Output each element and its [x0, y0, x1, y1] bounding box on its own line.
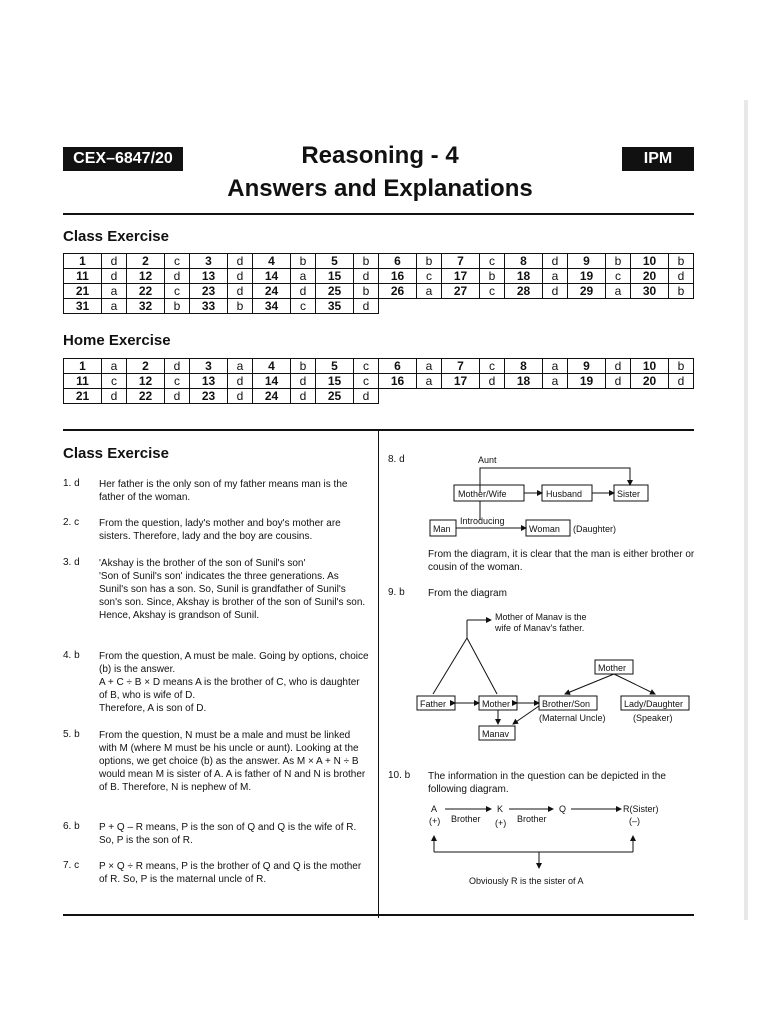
answer-option-cell: b	[669, 359, 694, 374]
question-number-cell: 34	[253, 299, 291, 314]
explanation-text: Hence, Akshay is grandson of Sunil.	[99, 610, 260, 621]
explanation-text: 'Son of Sunil's son' indicates the three generations. As Sunil's son has a son. So, Sunil is grandfather of Sunil's son's son. Since, Akshay is brother of the son of Sunil's son.	[99, 571, 366, 608]
explanation-2	[63, 517, 373, 543]
answer-option-cell: a	[417, 374, 442, 389]
question-number-cell: 5	[316, 359, 354, 374]
class-exercise-heading: Class Exercise	[63, 228, 169, 245]
explanation-text: Her father is the only son of my father means man is the father of the woman.	[99, 479, 348, 503]
explanation-text: From the question, N must be a male and must be linked with M (where M must be his uncle or aunt). Looking at the options, we get choice (b) as the answer. As M × A + N ÷ B would mean M is sister of A. A is father of N and N is brother of B. Therefore, N is nephew of M.	[99, 730, 366, 793]
explanation-1	[63, 478, 373, 504]
empty-cell	[417, 299, 442, 314]
answer-option-cell: a	[417, 284, 442, 299]
maternal-uncle-label: (Maternal Uncle)	[539, 713, 606, 723]
question-number-cell: 4	[253, 359, 291, 374]
answer-option-cell: a	[102, 299, 127, 314]
answer-option-cell: d	[543, 254, 568, 269]
daughter-label: (Daughter)	[573, 524, 617, 534]
question-number-cell: 24	[253, 284, 291, 299]
question-number-cell: 13	[190, 374, 228, 389]
explanation-text: P + Q – R means, P is the son of Q and Q is the wife of R. So, P is the son of R.	[99, 822, 357, 846]
question-number-cell: 9	[568, 254, 606, 269]
answer-row	[64, 374, 694, 389]
answer-option-cell: d	[480, 374, 505, 389]
k-label: K	[497, 804, 504, 814]
answer-option-cell: c	[417, 269, 442, 284]
home-exercise-answer-table	[63, 358, 694, 404]
answer-option-cell: d	[228, 269, 253, 284]
question-number-cell: 11	[64, 374, 102, 389]
question-number-cell: 29	[568, 284, 606, 299]
answer-option-cell: d	[165, 269, 190, 284]
answer-option-cell: a	[102, 359, 127, 374]
page-subtitle: Answers and Explanations	[227, 175, 533, 202]
answer-option-cell: b	[354, 254, 379, 269]
empty-cell	[480, 299, 505, 314]
mother-label: Mother	[482, 699, 511, 709]
brother-label-2: Brother	[517, 814, 547, 824]
question-number-cell: 27	[442, 284, 480, 299]
triangle-left-side	[433, 638, 467, 694]
question-number-cell: 8	[505, 254, 543, 269]
question-number-cell: 15	[316, 269, 354, 284]
question-number-cell: 12	[127, 374, 165, 389]
empty-cell	[543, 299, 568, 314]
question-number-cell: 14	[253, 269, 291, 284]
question-number-cell: 10	[631, 254, 669, 269]
explanation-text: A + C ÷ B × D means A is the brother of C, who is daughter of B, who is wife of D.	[99, 677, 360, 701]
explanation-text: 'Akshay is the brother of the son of Sunil's son'	[99, 558, 306, 569]
answer-option-cell: b	[165, 299, 190, 314]
answer-option-cell: d	[543, 284, 568, 299]
answer-row	[64, 389, 694, 404]
question-number-cell: 1	[64, 359, 102, 374]
question-number-cell: 10	[631, 359, 669, 374]
question-number-cell: 4	[253, 254, 291, 269]
answer-option-cell: c	[165, 284, 190, 299]
question-number-cell: 5	[316, 254, 354, 269]
question-number-cell: 3	[190, 254, 228, 269]
answer-option-cell: d	[228, 374, 253, 389]
lady-daughter-label: Lady/Daughter	[624, 699, 684, 709]
question-number-cell: 7	[442, 359, 480, 374]
question-number-cell: 30	[631, 284, 669, 299]
empty-cell	[631, 299, 669, 314]
answer-option-cell: c	[165, 254, 190, 269]
answer-option-cell: b	[480, 269, 505, 284]
q10-intro: The information in the question can be depicted in the following diagram.	[428, 771, 666, 795]
answer-option-cell: d	[102, 269, 127, 284]
question-number-cell: 18	[505, 374, 543, 389]
question-number-cell: 31	[64, 299, 102, 314]
ipm-badge: IPM	[622, 147, 694, 171]
explanation-text: From the question, lady's mother and boy's mother are sisters. Therefore, lady and the boy are cousins.	[99, 518, 341, 542]
woman-label: Woman	[529, 524, 560, 534]
empty-cell	[442, 299, 480, 314]
question-number-cell: 9	[568, 359, 606, 374]
question-number-cell: 32	[127, 299, 165, 314]
question-number-cell: 13	[190, 269, 228, 284]
question-number-cell: 15	[316, 374, 354, 389]
answer-option-cell: d	[102, 254, 127, 269]
triangle-right-side	[467, 638, 497, 694]
question-number-9: 9. b	[388, 587, 405, 598]
a-sign: (+)	[429, 816, 441, 826]
question-number-cell: 3	[190, 359, 228, 374]
question-number-cell: 25	[316, 284, 354, 299]
header-rule	[63, 213, 694, 215]
answer-option-cell: b	[354, 284, 379, 299]
note-line-2: wife of Manav's father.	[495, 623, 585, 633]
question-number-cell: 35	[316, 299, 354, 314]
brother-label-1: Brother	[451, 814, 481, 824]
explanation-3	[63, 557, 373, 622]
question-number-cell: 2	[127, 254, 165, 269]
answer-row	[64, 299, 694, 314]
answer-option-cell: c	[480, 359, 505, 374]
empty-cell	[505, 299, 543, 314]
empty-cell	[568, 299, 606, 314]
answer-option-cell: d	[228, 389, 253, 404]
answer-option-cell: c	[480, 284, 505, 299]
question-number-cell: 22	[127, 284, 165, 299]
aunt-label: Aunt	[478, 455, 497, 465]
question-number-cell: 12	[127, 269, 165, 284]
question-number-cell: 14	[253, 374, 291, 389]
question-number: 5. b	[63, 729, 80, 740]
empty-cell	[379, 299, 417, 314]
explanation-text: P × Q ÷ R means, P is the brother of Q and Q is the mother of R. So, P is the maternal uncle of R.	[99, 861, 362, 885]
answer-option-cell: d	[669, 269, 694, 284]
answer-option-cell: c	[102, 374, 127, 389]
question-number-cell: 21	[64, 284, 102, 299]
answer-option-cell: a	[543, 359, 568, 374]
answer-option-cell: b	[606, 254, 631, 269]
q-label: Q	[559, 804, 567, 814]
answer-option-cell: b	[669, 254, 694, 269]
question-number-cell: 6	[379, 254, 417, 269]
q10-relation-diagram	[425, 800, 685, 895]
note-line-1: Mother of Manav is the	[495, 612, 587, 622]
k-sign: (+)	[495, 818, 507, 828]
question-number-cell: 21	[64, 389, 102, 404]
question-number-cell: 19	[568, 269, 606, 284]
question-number-cell: 2	[127, 359, 165, 374]
explanation-6	[63, 821, 373, 847]
husband-label: Husband	[546, 489, 583, 499]
q8-explanation: From the diagram, it is clear that the man is either brother or cousin of the woman.	[428, 549, 695, 573]
question-number-10: 10. b	[388, 770, 411, 781]
question-number: 4. b	[63, 650, 80, 661]
answer-option-cell: d	[669, 374, 694, 389]
mother-wife-label: Mother/Wife	[458, 489, 507, 499]
question-number-cell: 6	[379, 359, 417, 374]
answer-option-cell: c	[291, 299, 316, 314]
question-number-cell: 7	[442, 254, 480, 269]
q9-intro: From the diagram	[428, 588, 507, 599]
answer-option-cell: d	[354, 389, 379, 404]
explanation-4	[63, 650, 373, 715]
explanation-5	[63, 729, 373, 794]
question-number-cell: 16	[379, 374, 417, 389]
answer-option-cell: b	[291, 359, 316, 374]
answer-option-cell: d	[228, 284, 253, 299]
sister-label: Sister	[617, 489, 641, 499]
question-number-cell: 20	[631, 374, 669, 389]
r-label: R(Sister)	[623, 804, 659, 814]
empty-cell	[631, 389, 669, 404]
page-edge-shadow	[744, 100, 748, 920]
empty-cell	[606, 389, 631, 404]
explanations-heading: Class Exercise	[63, 445, 169, 462]
answer-option-cell: d	[606, 374, 631, 389]
empty-cell	[606, 299, 631, 314]
introducing-label: Introducing	[460, 516, 505, 526]
answer-option-cell: d	[354, 269, 379, 284]
column-divider	[378, 430, 379, 918]
empty-cell	[669, 389, 694, 404]
empty-cell	[568, 389, 606, 404]
question-number: 7. c	[63, 860, 80, 871]
class-exercise-table-wrap	[63, 253, 694, 314]
empty-cell	[442, 389, 480, 404]
explanation-9	[388, 587, 698, 600]
page-title: Reasoning - 4	[301, 142, 459, 169]
question-number: 6. b	[63, 821, 80, 832]
answer-option-cell: d	[228, 254, 253, 269]
answer-option-cell: c	[480, 254, 505, 269]
explanation-text: From the question, A must be male. Going by options, choice (b) is the answer.	[99, 651, 369, 675]
question-number-cell: 17	[442, 374, 480, 389]
question-number-cell: 33	[190, 299, 228, 314]
answer-option-cell: b	[228, 299, 253, 314]
answer-option-cell: d	[354, 299, 379, 314]
document-code-badge: CEX–6847/20	[63, 147, 183, 171]
a-label: A	[431, 804, 438, 814]
question-number-cell: 1	[64, 254, 102, 269]
question-number: 3. d	[63, 557, 80, 568]
answer-row	[64, 269, 694, 284]
man-label: Man	[433, 524, 451, 534]
answer-option-cell: a	[543, 269, 568, 284]
answer-option-cell: c	[606, 269, 631, 284]
mother-top-label: Mother	[598, 663, 627, 673]
empty-cell	[543, 389, 568, 404]
answer-option-cell: c	[165, 374, 190, 389]
question-number-cell: 18	[505, 269, 543, 284]
question-number-8: 8. d	[388, 454, 405, 465]
question-number-cell: 20	[631, 269, 669, 284]
conclusion-label: Obviously R is the sister of A	[469, 876, 584, 886]
question-number-cell: 17	[442, 269, 480, 284]
explanation-7	[63, 860, 373, 886]
mother-to-lady-arrow	[614, 674, 655, 694]
father-label: Father	[420, 699, 447, 709]
footer-rule	[63, 914, 694, 916]
empty-cell	[417, 389, 442, 404]
r-sign: (–)	[629, 816, 640, 826]
answer-option-cell: d	[102, 389, 127, 404]
empty-cell	[669, 299, 694, 314]
empty-cell	[480, 389, 505, 404]
question-number-cell: 16	[379, 269, 417, 284]
empty-cell	[379, 389, 417, 404]
question-number-cell: 26	[379, 284, 417, 299]
class-exercise-answer-table	[63, 253, 694, 314]
empty-cell	[505, 389, 543, 404]
answer-option-cell: a	[228, 359, 253, 374]
answer-option-cell: d	[291, 284, 316, 299]
question-number-cell: 11	[64, 269, 102, 284]
answer-option-cell: d	[291, 374, 316, 389]
question-number-cell: 23	[190, 389, 228, 404]
question-number-cell: 28	[505, 284, 543, 299]
brother-son-label: Brother/Son	[542, 699, 591, 709]
answer-row	[64, 254, 694, 269]
answer-option-cell: a	[417, 359, 442, 374]
answer-option-cell: d	[165, 359, 190, 374]
question-number-cell: 24	[253, 389, 291, 404]
explanation-10	[388, 770, 698, 796]
answer-option-cell: b	[417, 254, 442, 269]
answer-option-cell: a	[606, 284, 631, 299]
q9-family-diagram	[415, 608, 695, 748]
answer-option-cell: a	[291, 269, 316, 284]
answer-row	[64, 359, 694, 374]
answer-row	[64, 284, 694, 299]
mother-to-brother-arrow	[565, 674, 614, 694]
question-number: 2. c	[63, 517, 80, 528]
q8-family-diagram	[420, 452, 700, 542]
answer-option-cell: c	[354, 374, 379, 389]
home-exercise-table-wrap	[63, 358, 694, 404]
answer-option-cell: c	[354, 359, 379, 374]
answer-option-cell: d	[606, 359, 631, 374]
question-number-cell: 8	[505, 359, 543, 374]
question-number-cell: 25	[316, 389, 354, 404]
question-number-cell: 23	[190, 284, 228, 299]
answer-option-cell: d	[291, 389, 316, 404]
answer-option-cell: b	[291, 254, 316, 269]
manav-label: Manav	[482, 729, 510, 739]
home-exercise-heading: Home Exercise	[63, 332, 171, 349]
answer-option-cell: b	[669, 284, 694, 299]
question-number-cell: 19	[568, 374, 606, 389]
explanation-text: Therefore, A is son of D.	[99, 703, 207, 714]
question-number-cell: 22	[127, 389, 165, 404]
answer-option-cell: a	[543, 374, 568, 389]
speaker-label: (Speaker)	[633, 713, 673, 723]
question-number: 1. d	[63, 478, 80, 489]
answer-option-cell: a	[102, 284, 127, 299]
answer-option-cell: d	[165, 389, 190, 404]
